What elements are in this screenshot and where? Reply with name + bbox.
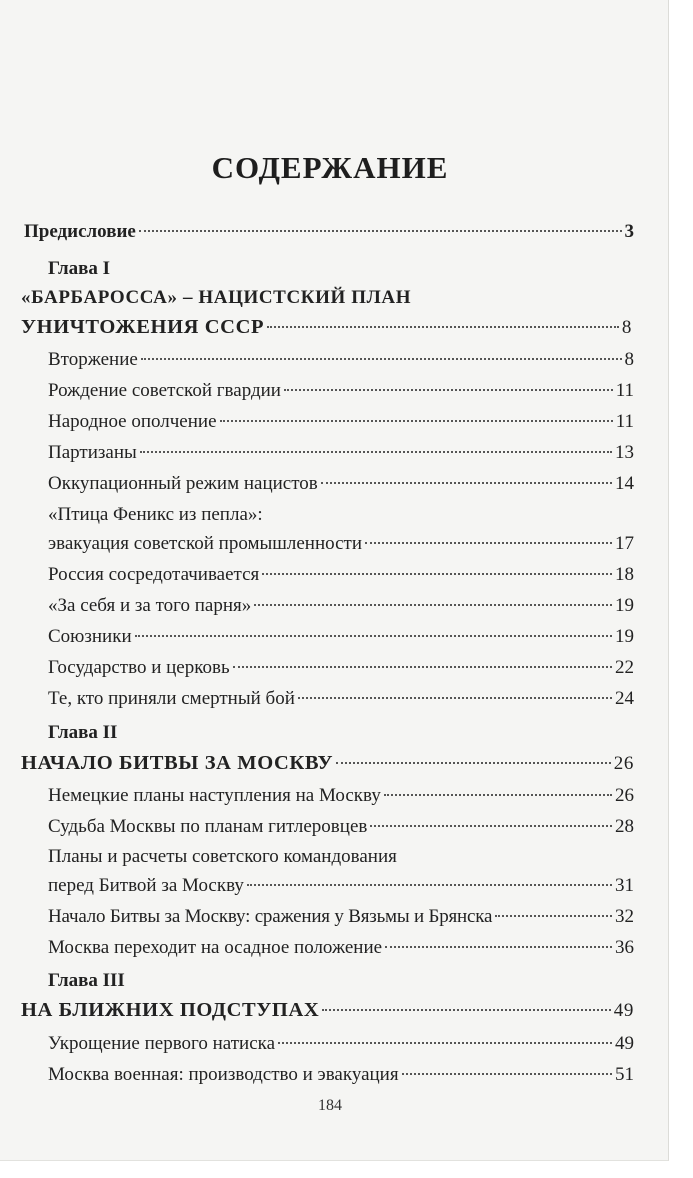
toc-entry-page: 11 [615, 380, 634, 401]
toc-entry-page: 22 [615, 657, 634, 678]
dot-leader [385, 946, 612, 948]
toc-entry-page: 19 [615, 595, 634, 616]
toc-entry-title: Немецкие планы наступления на Москву [48, 785, 381, 806]
toc-entry-title: Партизаны [48, 442, 137, 463]
toc-entry-chapter-2[interactable] [21, 749, 634, 777]
toc-entry[interactable] [48, 561, 634, 589]
toc-entry-title: перед Битвой за Москву [48, 875, 244, 896]
toc-entry[interactable] [48, 934, 634, 962]
toc-entry-chapter-3[interactable] [21, 996, 634, 1024]
dot-leader [267, 326, 619, 328]
dot-leader [247, 884, 612, 886]
toc-entry-page: 11 [615, 411, 634, 432]
toc-entry-page: 26 [613, 753, 634, 774]
toc-entry-title-line1: «Птица Феникс из пепла»: [48, 504, 263, 525]
toc-entry-page: 3 [624, 221, 634, 242]
dot-leader [220, 420, 613, 422]
dot-leader [365, 542, 612, 544]
toc-entry-page: 18 [615, 564, 634, 585]
toc-entry-title: Союзники [48, 626, 132, 647]
chapter-1-title-line1: «БАРБАРОССА» – НАЦИСТСКИЙ ПЛАН [21, 287, 412, 308]
dot-leader [402, 1073, 612, 1075]
toc-entry-page: 17 [615, 533, 634, 554]
chapter-3-label: Глава III [48, 970, 125, 991]
toc-entry-page: 8 [624, 349, 634, 370]
toc-entry-page: 13 [615, 442, 634, 463]
dot-leader [384, 794, 612, 796]
toc-entry-page: 28 [615, 816, 634, 837]
dot-leader [321, 482, 612, 484]
toc-entry[interactable] [48, 1030, 634, 1058]
toc-entry[interactable] [48, 872, 634, 900]
dot-leader [298, 697, 612, 699]
toc-entry-page: 51 [615, 1064, 634, 1085]
dot-leader [262, 573, 612, 575]
toc-entry-page: 8 [621, 317, 632, 338]
toc-entry-title: НА БЛИЖНИХ ПОДСТУПАХ [21, 999, 320, 1021]
toc-entry[interactable] [48, 1061, 634, 1089]
toc-entry-page: 36 [615, 937, 634, 958]
toc-entry-title: Москва переходит на осадное положение [48, 937, 383, 958]
toc-entry-page: 26 [615, 785, 634, 806]
dot-leader [284, 389, 613, 391]
dot-leader [495, 915, 612, 917]
dot-leader [135, 635, 612, 637]
chapter-2-label: Глава II [48, 722, 118, 743]
toc-entry-page: 24 [615, 688, 634, 709]
toc-entry[interactable] [48, 903, 634, 931]
toc-entry-title: Россия сосредотачивается [48, 564, 260, 585]
toc-entry-preface[interactable] [24, 218, 634, 246]
toc-entry-title: «За себя и за того парня» [48, 595, 252, 616]
dot-leader [141, 358, 622, 360]
toc-entry-title: Предисловие [24, 221, 136, 242]
toc-entry[interactable] [48, 592, 634, 620]
toc-entry-page: 31 [615, 875, 634, 896]
toc-entry[interactable] [48, 530, 634, 558]
toc-entry-page: 49 [615, 1033, 634, 1054]
toc-entry[interactable] [48, 470, 634, 498]
chapter-1-label: Глава I [48, 258, 111, 279]
toc-entry[interactable] [48, 654, 634, 682]
dot-leader [336, 762, 611, 764]
toc-entry-title: Государство и церковь [48, 657, 230, 678]
dot-leader [370, 825, 612, 827]
toc-entry-title-line1: Планы и расчеты советского командования [48, 846, 397, 867]
toc-entry-title: Укрощение первого натиска [48, 1033, 275, 1054]
toc-entry-chapter-1[interactable] [21, 313, 632, 341]
page-title: СОДЕРЖАНИЕ [211, 150, 449, 185]
toc-entry[interactable] [48, 813, 634, 841]
toc-entry[interactable] [48, 623, 634, 651]
toc-entry[interactable] [48, 346, 634, 374]
toc-entry[interactable] [48, 685, 634, 713]
dot-leader [254, 604, 612, 606]
toc-entry-title: Судьба Москвы по планам гитлеровцев [48, 816, 368, 837]
toc-entry[interactable] [48, 377, 634, 405]
dot-leader [322, 1009, 611, 1011]
toc-entry-title: Те, кто приняли смертный бой [48, 688, 295, 709]
toc-entry[interactable] [48, 439, 634, 467]
toc-entry-page: 49 [613, 1000, 634, 1021]
toc-entry[interactable] [48, 782, 634, 810]
toc-entry-title: Оккупационный режим нацистов [48, 473, 318, 494]
toc-entry-title: Москва военная: производство и эвакуация [48, 1064, 399, 1085]
dot-leader [233, 666, 612, 668]
toc-entry-title: эвакуация советской промышленности [48, 533, 363, 554]
toc-entry[interactable] [48, 408, 634, 436]
dot-leader [140, 451, 612, 453]
dot-leader [278, 1042, 612, 1044]
toc-entry-title: Начало Битвы за Москву: сражения у Вязьмы и Брянска [48, 906, 493, 927]
toc-entry-title: Народное ополчение [48, 411, 217, 432]
dot-leader [139, 230, 622, 232]
toc-entry-title: УНИЧТОЖЕНИЯ СССР [21, 316, 265, 338]
toc-entry-title: Рождение советской гвардии [48, 380, 281, 401]
toc-entry-title: НАЧАЛО БИТВЫ ЗА МОСКВУ [21, 752, 334, 774]
page-number: 184 [318, 1097, 342, 1114]
toc-entry-page: 32 [615, 906, 634, 927]
toc-entry-title: Вторжение [48, 349, 138, 370]
toc-entry-page: 14 [615, 473, 634, 494]
toc-entry-page: 19 [615, 626, 634, 647]
